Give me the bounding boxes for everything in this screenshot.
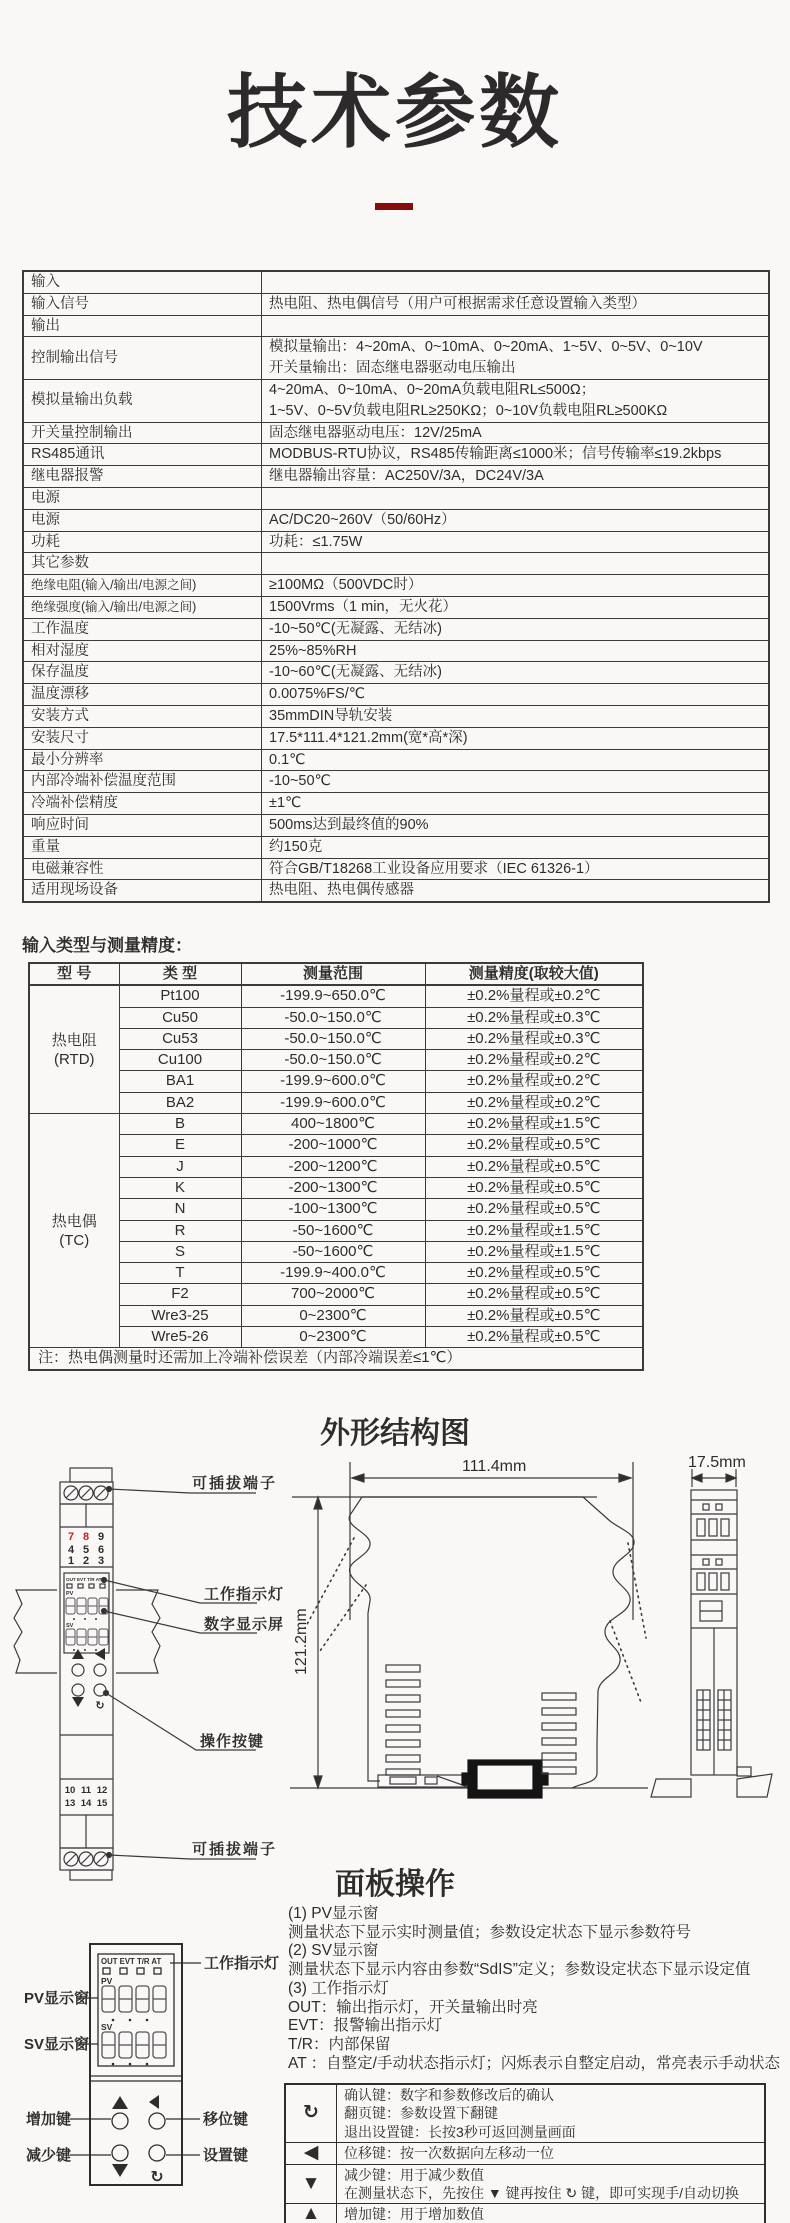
- spec-row: [23, 337, 769, 380]
- spec-value: [262, 553, 770, 575]
- type-table-header: [29, 963, 643, 985]
- type-row: [29, 1220, 643, 1241]
- spec-value: 热电阻、热电偶传感器: [262, 880, 770, 902]
- spec-row: [23, 814, 769, 836]
- panel-loop-key-icon: ↻: [150, 2169, 164, 2186]
- spec-row: [23, 771, 769, 793]
- key-symbol: ▼: [285, 2164, 337, 2204]
- spec-value: 热电阻、热电偶信号（用户可根据需求任意设置输入类型）: [262, 293, 770, 315]
- spec-value: 35mmDIN导轨安装: [262, 705, 770, 727]
- col-accuracy: 测量精度(取较大值): [425, 963, 643, 985]
- spec-label: 电磁兼容性: [23, 858, 262, 880]
- front-top-cap: [70, 1468, 112, 1482]
- type-cell: -50~1600℃: [241, 1220, 425, 1241]
- type-cell: F2: [119, 1284, 241, 1305]
- spec-row: [23, 749, 769, 771]
- spec-label: 电源: [23, 487, 262, 509]
- type-cell: ±0.2%量程或±0.3℃: [425, 1028, 643, 1049]
- desc-line: 测量状态下显示实时测量值；参数设定状态下显示参数符号: [288, 1923, 692, 1941]
- key-desc-line: 增加键：用于增加数值: [344, 2206, 484, 2223]
- type-cell: -199.9~400.0℃: [241, 1263, 425, 1284]
- front-pv-label: PV: [66, 1591, 74, 1597]
- model-name: 热电阻: [51, 1031, 97, 1049]
- spec-label: 冷端补偿精度: [23, 793, 262, 815]
- spec-row: [23, 315, 769, 337]
- spec-label: 继电器报警: [23, 466, 262, 488]
- spec-value-line: 开关量输出：固态继电器驱动电压输出: [269, 360, 516, 377]
- type-cell: ±0.2%量程或±0.5℃: [425, 1156, 643, 1177]
- type-row: [29, 1050, 643, 1071]
- type-cell: K: [119, 1177, 241, 1198]
- spec-label: 输出: [23, 315, 262, 337]
- desc-line: (2) SV显示窗: [288, 1942, 379, 1960]
- model-sub: (TC): [59, 1231, 90, 1249]
- label-inc-key: 增加键: [26, 2111, 72, 2128]
- spec-label: 适用现场设备: [23, 880, 262, 902]
- key-row: [285, 2084, 765, 2143]
- spec-row: [23, 596, 769, 618]
- svg-text:4: 4: [67, 1544, 75, 1556]
- svg-text:13: 13: [64, 1798, 76, 1809]
- spec-row: [23, 293, 769, 315]
- spec-value: [262, 315, 770, 337]
- spec-row: [23, 793, 769, 815]
- type-cell: ±0.2%量程或±0.5℃: [425, 1199, 643, 1220]
- spec-row: [23, 684, 769, 706]
- spec-row: [23, 422, 769, 444]
- svg-text:14: 14: [80, 1798, 92, 1809]
- spec-value: -10~50℃(无凝露、无结冰): [262, 618, 770, 640]
- model-sub: (RTD): [53, 1050, 95, 1068]
- outline-section-title: 外形结构图: [320, 1417, 470, 1450]
- key-row: [285, 2204, 765, 2223]
- spec-row: [23, 880, 769, 902]
- key-symbol: ▲: [285, 2204, 337, 2223]
- spec-value: MODBUS-RTU协议，RS485传输距离≤1000米；信号传输率≤19.2kbps: [262, 444, 770, 466]
- type-cell: ±0.2%量程或±1.5℃: [425, 1241, 643, 1262]
- type-cell: Cu53: [119, 1028, 241, 1049]
- type-row: [29, 1263, 643, 1284]
- type-cell: -200~1300℃: [241, 1177, 425, 1198]
- spec-value: 符合GB/T18268工业设备应用要求（IEC 61326-1）: [262, 858, 770, 880]
- label-shift-key: 移位键: [203, 2111, 249, 2128]
- spec-value: ±1℃: [262, 793, 770, 815]
- label-terminal-top: 可插拔端子: [192, 1475, 278, 1492]
- type-note: 注：热电偶测量时还需加上冷端补偿误差（内部冷端误差≤1℃）: [29, 1348, 643, 1370]
- spec-value: 25%~85%RH: [262, 640, 770, 662]
- front-loop-key-icon: ↻: [95, 1700, 105, 1712]
- panel-description: [288, 1905, 786, 2073]
- label-work-light: 工作指示灯: [204, 1586, 285, 1603]
- din-clip: [462, 1760, 548, 1798]
- desc-line: T/R：内部保留: [288, 2035, 391, 2053]
- spec-value-line: 4~20mA、0~10mA、0~20mA负载电阻RL≤500Ω；: [269, 381, 596, 398]
- panel-section-title: 面板操作: [335, 1868, 455, 1901]
- type-cell: 400~1800℃: [241, 1114, 425, 1135]
- key-row: [285, 2143, 765, 2164]
- type-cell: 0~2300℃: [241, 1305, 425, 1326]
- type-cell: J: [119, 1156, 241, 1177]
- type-section-label: 输入类型与测量精度：: [22, 936, 192, 955]
- type-cell: -200~1000℃: [241, 1135, 425, 1156]
- type-cell: ±0.2%量程或±0.2℃: [425, 1050, 643, 1071]
- spec-value: 固态继电器驱动电压：12V/25mA: [262, 422, 770, 444]
- panel-operation-diagram: [0, 1900, 290, 2223]
- type-cell: R: [119, 1220, 241, 1241]
- spec-value: AC/DC20~260V（50/60Hz）: [262, 509, 770, 531]
- spec-row: [23, 705, 769, 727]
- spec-label: 工作温度: [23, 618, 262, 640]
- front-sv-label: SV: [66, 1623, 74, 1629]
- spec-row: [23, 379, 769, 422]
- type-cell: ±0.2%量程或±0.5℃: [425, 1135, 643, 1156]
- col-range: 测量范围: [241, 963, 425, 985]
- spec-label: 响应时间: [23, 814, 262, 836]
- col-type: 类 型: [119, 963, 241, 985]
- spec-row: [23, 271, 769, 293]
- col-model: 型 号: [29, 963, 119, 985]
- type-cell: 700~2000℃: [241, 1284, 425, 1305]
- label-sv-window: SV显示窗: [24, 2036, 90, 2053]
- outline-structure-diagram: [0, 1443, 790, 1883]
- svg-text:6: 6: [97, 1544, 105, 1556]
- spec-label: 功耗: [23, 531, 262, 553]
- type-cell: E: [119, 1135, 241, 1156]
- type-row: [29, 1284, 643, 1305]
- dim-height: 121.2mm: [293, 1608, 310, 1675]
- key-desc-line: 位移键：按一次数据向左移动一位: [344, 2145, 554, 2162]
- type-cell: B: [119, 1114, 241, 1135]
- svg-text:5: 5: [82, 1544, 90, 1556]
- key-description: [337, 2143, 766, 2164]
- spec-value: 500ms达到最终值的90%: [262, 814, 770, 836]
- type-row: [29, 1156, 643, 1177]
- key-symbol: ◀: [285, 2143, 337, 2164]
- type-cell: ±0.2%量程或±0.2℃: [425, 1071, 643, 1092]
- type-row: [29, 1114, 643, 1135]
- type-cell: -199.9~600.0℃: [241, 1092, 425, 1113]
- spec-label: 最小分辨率: [23, 749, 262, 771]
- type-cell: -50.0~150.0℃: [241, 1050, 425, 1071]
- type-cell: ±0.2%量程或±0.5℃: [425, 1263, 643, 1284]
- key-desc-line: 退出设置键：长按3秒可返回测量画面: [344, 2123, 576, 2140]
- type-cell: ±0.2%量程或±0.2℃: [425, 1092, 643, 1113]
- front-indicator-labels: OUT EVT T/R AT: [66, 1577, 102, 1582]
- front-terminal-numbers-top: [68, 1531, 104, 1567]
- svg-text:8: 8: [82, 1531, 90, 1543]
- type-row: [29, 1199, 643, 1220]
- type-row: [29, 1007, 643, 1028]
- spec-row: [23, 727, 769, 749]
- spec-value: 1500Vrms（1 min，无火花）: [262, 596, 770, 618]
- spec-label: 绝缘强度(输入/输出/电源之间): [23, 596, 262, 618]
- svg-text:2: 2: [82, 1555, 90, 1567]
- dim-depth: 17.5mm: [688, 1454, 746, 1471]
- key-description: [337, 2084, 766, 2143]
- type-cell: -200~1200℃: [241, 1156, 425, 1177]
- spec-label: 输入: [23, 271, 262, 293]
- spec-row: [23, 640, 769, 662]
- spec-value: 功耗：≤1.75W: [262, 531, 770, 553]
- spec-value: ≥100MΩ（500VDC时）: [262, 575, 770, 597]
- spec-value: [262, 337, 770, 380]
- desc-line: AT ：自整定/手动状态指示灯；闪烁表示自整定启动，常亮表示手动状态: [288, 2054, 780, 2072]
- spec-label: RS485通讯: [23, 444, 262, 466]
- input-type-table: [28, 962, 644, 1371]
- spec-row: [23, 487, 769, 509]
- type-cell: Pt100: [119, 985, 241, 1007]
- type-cell: BA1: [119, 1071, 241, 1092]
- type-cell: -199.9~650.0℃: [241, 985, 425, 1007]
- spec-label: 内部冷端补偿温度范围: [23, 771, 262, 793]
- type-cell: T: [119, 1263, 241, 1284]
- type-row: [29, 1135, 643, 1156]
- spec-row: [23, 444, 769, 466]
- label-terminal-bottom: 可插拔端子: [192, 1841, 278, 1858]
- spec-value: 0.0075%FS/℃: [262, 684, 770, 706]
- spec-value-line: 模拟量输出：4~20mA、0~10mA、0~20mA、1~5V、0~5V、0~10V: [269, 339, 703, 356]
- page-title: 技术参数: [227, 68, 563, 157]
- svg-text:7: 7: [67, 1531, 75, 1543]
- type-cell: Cu50: [119, 1007, 241, 1028]
- type-cell: ±0.2%量程或±0.5℃: [425, 1284, 643, 1305]
- panel-pv-label: PV: [101, 1976, 113, 1986]
- label-panel-work-light: 工作指示灯: [204, 1955, 280, 1972]
- key-row: [285, 2164, 765, 2204]
- type-cell: ±0.2%量程或±0.5℃: [425, 1327, 643, 1348]
- desc-line: (3) 工作指示灯: [288, 1979, 389, 1997]
- spec-value: 0.1℃: [262, 749, 770, 771]
- model-cell: [29, 1114, 119, 1348]
- spec-label: 输入信号: [23, 293, 262, 315]
- model-name: 热电偶: [51, 1212, 97, 1230]
- svg-text:10: 10: [64, 1785, 76, 1796]
- spec-label: 相对湿度: [23, 640, 262, 662]
- spec-value: [262, 487, 770, 509]
- spec-label: 模拟量输出负载: [23, 379, 262, 422]
- type-row: [29, 1092, 643, 1113]
- spec-row: [23, 531, 769, 553]
- type-cell: ±0.2%量程或±0.3℃: [425, 1007, 643, 1028]
- key-description: [337, 2204, 766, 2223]
- svg-text:15: 15: [96, 1798, 108, 1809]
- label-display: 数字显示屏: [204, 1616, 285, 1633]
- type-cell: -50.0~150.0℃: [241, 1028, 425, 1049]
- din-rail-left: [14, 1590, 57, 1673]
- spec-table: [22, 270, 770, 903]
- dim-width: 111.4mm: [462, 1458, 527, 1475]
- type-row: [29, 1028, 643, 1049]
- spec-label: 温度漂移: [23, 684, 262, 706]
- type-cell: Wre3-25: [119, 1305, 241, 1326]
- spec-value: 约150克: [262, 836, 770, 858]
- svg-text:1: 1: [67, 1555, 75, 1567]
- type-cell: 0~2300℃: [241, 1327, 425, 1348]
- type-row: [29, 1241, 643, 1262]
- din-rail-right: [116, 1590, 160, 1673]
- type-cell: ±0.2%量程或±1.5℃: [425, 1114, 643, 1135]
- type-cell: Wre5-26: [119, 1327, 241, 1348]
- svg-text:3: 3: [97, 1555, 105, 1567]
- spec-value: 继电器输出容量：AC250V/3A，DC24V/3A: [262, 466, 770, 488]
- type-cell: -50~1600℃: [241, 1241, 425, 1262]
- spec-value: 17.5*111.4*121.2mm(宽*高*深): [262, 727, 770, 749]
- spec-value: [262, 379, 770, 422]
- type-cell: ±0.2%量程或±1.5℃: [425, 1220, 643, 1241]
- key-symbol: ↻: [285, 2084, 337, 2143]
- spec-row: [23, 575, 769, 597]
- spec-row: [23, 553, 769, 575]
- label-dec-key: 减少键: [26, 2147, 72, 2164]
- desc-line: OUT：输出指示灯，开关量输出时亮: [288, 1998, 538, 2016]
- type-cell: -50.0~150.0℃: [241, 1007, 425, 1028]
- spec-row: [23, 509, 769, 531]
- type-cell: N: [119, 1199, 241, 1220]
- spec-value: [262, 271, 770, 293]
- svg-text:12: 12: [96, 1785, 108, 1796]
- spec-row: [23, 618, 769, 640]
- spec-label: 保存温度: [23, 662, 262, 684]
- type-cell: Cu100: [119, 1050, 241, 1071]
- model-cell: [29, 985, 119, 1113]
- spec-label: 其它参数: [23, 553, 262, 575]
- spec-label: 电源: [23, 509, 262, 531]
- type-cell: S: [119, 1241, 241, 1262]
- spec-row: [23, 466, 769, 488]
- spec-label: 开关量控制输出: [23, 422, 262, 444]
- label-buttons: 操作按键: [200, 1733, 265, 1750]
- key-description: [337, 2164, 766, 2204]
- label-set-key: 设置键: [203, 2147, 249, 2164]
- title-accent-bar: [375, 203, 413, 210]
- svg-text:9: 9: [97, 1531, 105, 1543]
- front-terminal-numbers-bottom: [65, 1785, 108, 1809]
- spec-label: 安装方式: [23, 705, 262, 727]
- type-cell: ±0.2%量程或±0.5℃: [425, 1177, 643, 1198]
- label-pv-window: PV显示窗: [24, 1990, 90, 2007]
- type-row: [29, 1305, 643, 1326]
- type-row: [29, 985, 643, 1007]
- type-note-row: [29, 1348, 643, 1370]
- type-cell: BA2: [119, 1092, 241, 1113]
- key-desc-line: 在测量状态下，先按住 ▼ 键再按住 ↻ 键，即可实现手/自动切换: [344, 2185, 740, 2202]
- type-cell: -199.9~600.0℃: [241, 1071, 425, 1092]
- type-cell: -100~1300℃: [241, 1199, 425, 1220]
- vent-slots: [386, 1665, 576, 1775]
- spec-value: -10~50℃: [262, 771, 770, 793]
- spec-row: [23, 662, 769, 684]
- key-desc-line: 确认键：数字和参数修改后的确认: [344, 2087, 554, 2103]
- key-function-table: [284, 2083, 766, 2223]
- panel-sv-label: SV: [101, 2022, 113, 2032]
- spec-label: 重量: [23, 836, 262, 858]
- desc-line: 测量状态下显示内容由参数“SdIS”定义；参数设定状态下显示设定值: [288, 1961, 751, 1979]
- key-desc-line: 翻页键：参数设置下翻键: [344, 2105, 498, 2122]
- spec-label: 安装尺寸: [23, 727, 262, 749]
- type-cell: ±0.2%量程或±0.5℃: [425, 1305, 643, 1326]
- spec-label: 绝缘电阻(输入/输出/电源之间): [23, 575, 262, 597]
- svg-text:11: 11: [80, 1785, 92, 1796]
- type-row: [29, 1327, 643, 1348]
- type-cell: ±0.2%量程或±0.2℃: [425, 985, 643, 1007]
- desc-line: (1) PV显示窗: [288, 1905, 379, 1922]
- type-row: [29, 1071, 643, 1092]
- spec-row: [23, 858, 769, 880]
- spec-row: [23, 836, 769, 858]
- spec-value-line: 1~5V、0~5V负载电阻RL≥250KΩ；0~10V负载电阻RL≥500KΩ: [269, 402, 668, 419]
- desc-line: EVT：报警输出指示灯: [288, 2017, 443, 2035]
- spec-label: 控制输出信号: [23, 337, 262, 380]
- panel-indicator-labels: OUT EVT T/R AT: [101, 1957, 162, 1966]
- key-desc-line: 减少键：用于减少数值: [344, 2166, 484, 2183]
- spec-value: -10~60℃(无凝露、无结冰): [262, 662, 770, 684]
- type-row: [29, 1177, 643, 1198]
